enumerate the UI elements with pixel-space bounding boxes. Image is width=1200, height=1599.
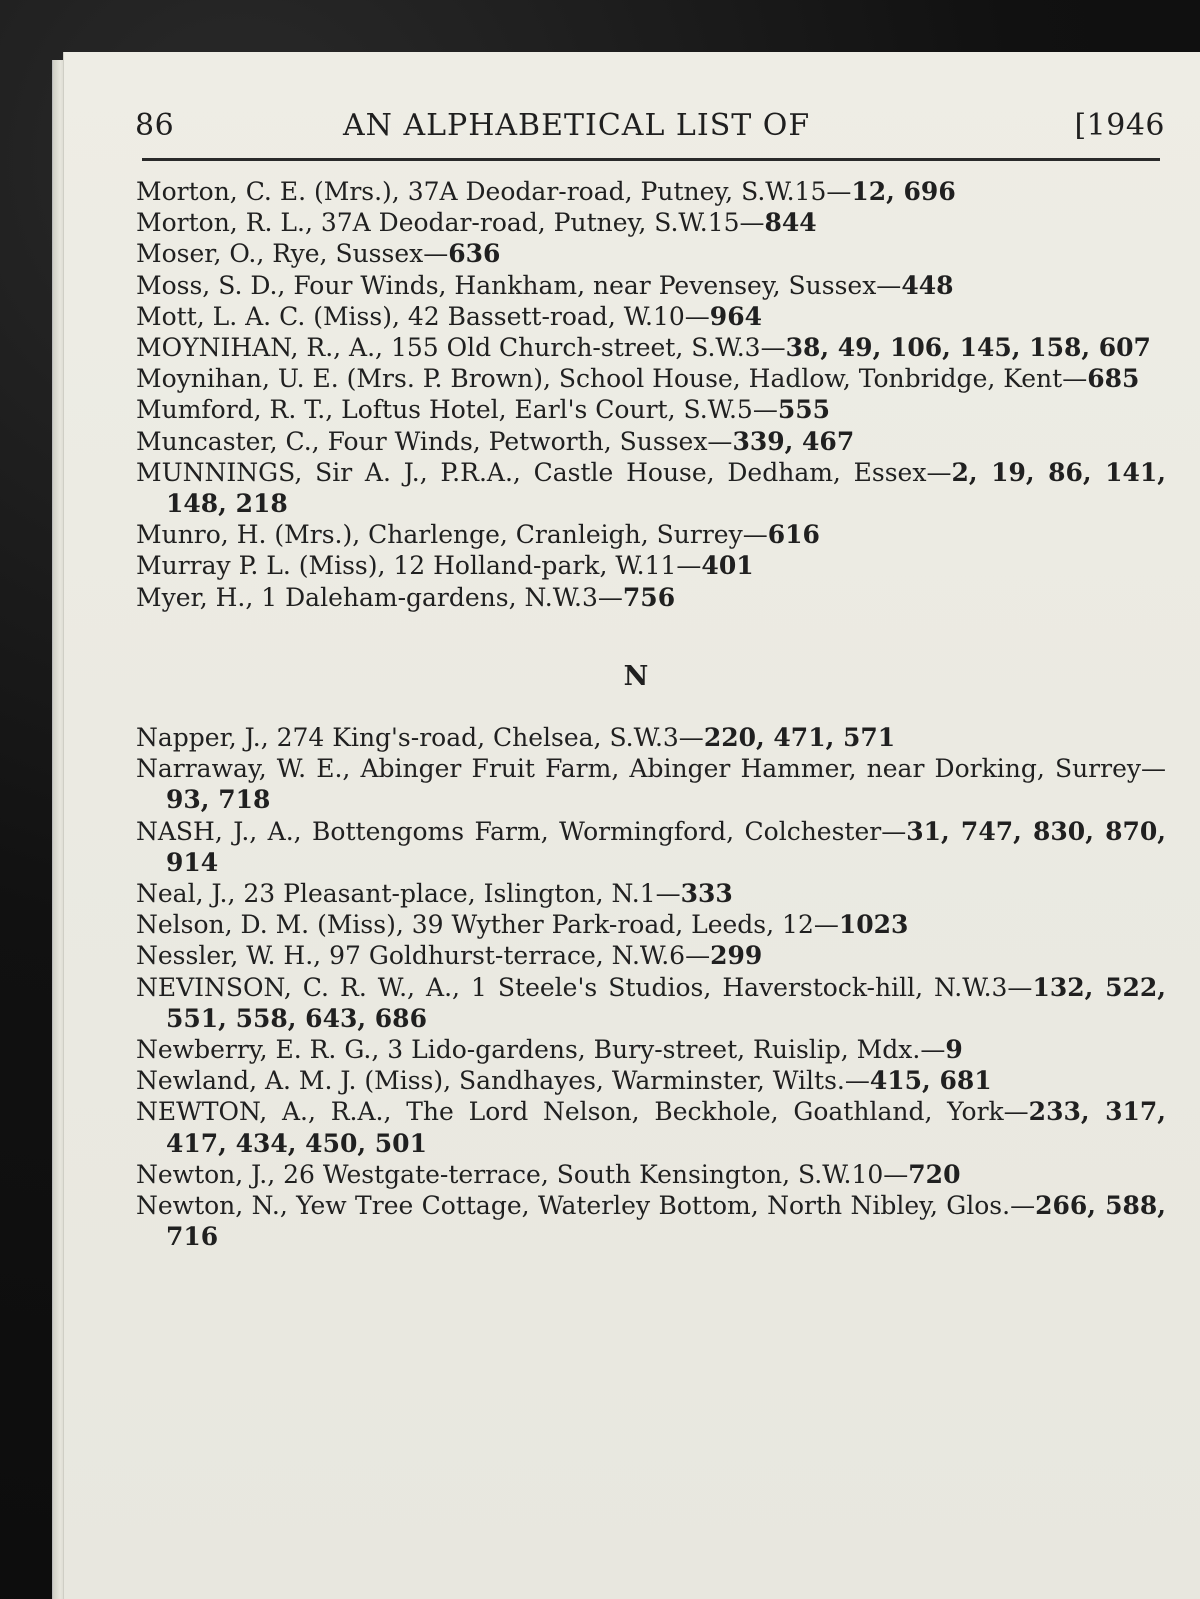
entry-address: Charlenge, Cranleigh, Surrey— (368, 520, 768, 550)
entry-address: 37A Deodar-road, Putney, S.W.15— (320, 208, 765, 238)
entry-refs: 31, 747, 830, 870, 914 (166, 816, 1166, 877)
entry-name: Narraway, W. E., (136, 754, 361, 784)
list-entry (136, 238, 1166, 269)
artist-listing (136, 176, 1166, 1253)
entry-address: 1 Steele's Studios, Haverstock-hill, N.W.3— (471, 972, 1033, 1002)
entry-address: 12 Holland-park, W.11— (393, 551, 702, 581)
list-entry (136, 722, 1166, 753)
entry-address: The Lord Nelson, Beckhole, Goathland, York— (406, 1097, 1029, 1127)
entry-address: 42 Bassett-road, W.10— (407, 301, 710, 331)
list-entry (136, 582, 1166, 613)
entry-refs: 685 (1087, 364, 1140, 394)
entry-refs: 636 (448, 239, 501, 269)
entry-address: Four Winds, Petworth, Sussex— (327, 426, 733, 456)
list-entry (136, 270, 1166, 301)
year-marker: [1946 (1074, 108, 1165, 143)
entry-name: Mumford, R. T., (136, 395, 342, 425)
list-entry (136, 519, 1166, 550)
entry-refs: 756 (622, 582, 676, 612)
list-entry (136, 332, 1166, 363)
entry-name: Mott, L. A. C. (Miss), (136, 301, 408, 331)
header-rule (142, 158, 1160, 161)
entry-address: Sandhayes, Warminster, Wilts.— (459, 1066, 870, 1096)
entry-name: Munro, H. (Mrs.), (136, 520, 369, 550)
entry-address: 23 Pleasant-place, Islington, N.1— (243, 879, 681, 909)
entry-address: Rye, Sussex— (272, 239, 449, 269)
list-entry (136, 363, 1166, 394)
list-entry (136, 1096, 1166, 1158)
entry-name: Nessler, W. H., (136, 941, 330, 971)
entry-refs: 448 (901, 270, 954, 300)
entry-refs: 1023 (838, 910, 909, 940)
entry-refs: 266, 588, 716 (166, 1191, 1166, 1252)
entry-refs: 38, 49, 106, 145, 158, 607 (785, 333, 1151, 363)
list-entry (136, 1159, 1166, 1190)
list-entry (136, 426, 1166, 457)
entry-address: 155 Old Church-street, S.W.3— (390, 333, 786, 363)
entry-address: 1 Daleham-gardens, N.W.3— (261, 582, 623, 612)
list-entry (136, 878, 1166, 909)
list-entry (136, 176, 1166, 207)
entry-refs: 12, 696 (851, 177, 956, 206)
list-entry (136, 301, 1166, 332)
entry-refs: 333 (680, 879, 733, 909)
entry-address: 26 Westgate-terrace, South Kensington, S.W.10— (283, 1159, 909, 1189)
entry-refs: 415, 681 (869, 1066, 992, 1096)
entry-address: Bottengoms Farm, Wormingford, Colchester— (312, 816, 907, 846)
entries-m-list (136, 176, 1166, 613)
running-header (135, 108, 1165, 158)
entry-name: Newton, J., (136, 1159, 284, 1189)
list-entry (136, 816, 1166, 878)
entry-name: MUNNINGS, Sir A. J., P.R.A., (136, 457, 534, 487)
entry-name: Morton, C. E. (Mrs.), (136, 177, 408, 206)
list-entry (136, 457, 1166, 519)
entry-refs: 9 (945, 1035, 963, 1065)
list-entry (136, 753, 1166, 815)
entry-name: Morton, R. L., (136, 208, 321, 238)
entry-address: 37A Deodar-road, Putney, S.W.15— (407, 177, 852, 206)
entry-name: Moynihan, U. E. (Mrs. P. Brown), (136, 364, 559, 394)
entry-address: Castle House, Dedham, Essex— (533, 457, 952, 487)
section-letter: N (623, 660, 649, 692)
entry-address: 3 Lido-gardens, Bury-street, Ruislip, Mdx.— (387, 1035, 946, 1065)
entry-address: Four Winds, Hankham, near Pevensey, Sussex— (293, 270, 902, 300)
page-number: 86 (135, 108, 175, 143)
entry-name: Newton, N., (136, 1191, 297, 1221)
entry-refs: 339, 467 (732, 426, 855, 456)
entry-name: Murray P. L. (Miss), (136, 551, 394, 581)
entry-address: Abinger Fruit Farm, Abinger Hammer, near Dorking, Surrey— (360, 754, 1166, 784)
list-entry (136, 550, 1166, 581)
entry-address: 97 Goldhurst-terrace, N.W.6— (329, 941, 711, 971)
list-entry (136, 207, 1166, 238)
entry-name: Napper, J., (136, 723, 277, 753)
entry-name: Newberry, E. R. G., (136, 1035, 388, 1065)
entries-n-list (136, 722, 1166, 1252)
entry-address: Loftus Hotel, Earl's Court, S.W.5— (341, 395, 778, 425)
entry-refs: 720 (908, 1159, 961, 1189)
list-entry (136, 394, 1166, 425)
entry-name: Myer, H., (136, 582, 262, 612)
entry-refs: 964 (709, 301, 762, 331)
entry-address: Yew Tree Cottage, Waterley Bottom, North Nibley, Glos.— (296, 1191, 1036, 1221)
entry-name: NEVINSON, C. R. W., A., (136, 972, 471, 1002)
entry-address: 39 Wyther Park-road, Leeds, 12— (411, 910, 839, 940)
list-entry (136, 1034, 1166, 1065)
entry-refs: 555 (777, 395, 831, 425)
entry-name: NEWTON, A., R.A., (136, 1097, 407, 1127)
entry-refs: 2, 19, 86, 141, 148, 218 (166, 457, 1166, 519)
list-entry (136, 1065, 1166, 1096)
entry-name: Moss, S. D., (136, 270, 294, 300)
entry-refs: 233, 317, 417, 434, 450, 501 (166, 1097, 1166, 1158)
entry-address: School House, Hadlow, Tonbridge, Kent— (558, 364, 1088, 394)
entry-name: Neal, J., (136, 879, 244, 909)
entry-refs: 844 (764, 208, 817, 238)
entry-refs: 220, 471, 571 (703, 723, 896, 753)
running-title: AN ALPHABETICAL LIST OF (343, 108, 811, 143)
entry-refs: 299 (710, 941, 763, 971)
entry-name: NASH, J., A., (136, 816, 313, 846)
list-entry (136, 909, 1166, 940)
list-entry (136, 972, 1166, 1034)
entry-refs: 93, 718 (166, 785, 271, 815)
entry-address: 274 King's-road, Chelsea, S.W.3— (276, 723, 704, 753)
entry-refs: 616 (767, 520, 820, 550)
entry-name: MOYNIHAN, R., A., (136, 333, 391, 363)
entry-refs: 401 (701, 551, 754, 581)
list-entry (136, 1190, 1166, 1252)
entry-name: Moser, O., (136, 239, 273, 269)
entry-name: Nelson, D. M. (Miss), (136, 910, 412, 940)
entry-refs: 132, 522, 551, 558, 643, 686 (166, 972, 1166, 1033)
entry-name: Newland, A. M. J. (Miss), (136, 1066, 460, 1096)
entry-name: Muncaster, C., (136, 426, 328, 456)
list-entry (136, 940, 1166, 971)
